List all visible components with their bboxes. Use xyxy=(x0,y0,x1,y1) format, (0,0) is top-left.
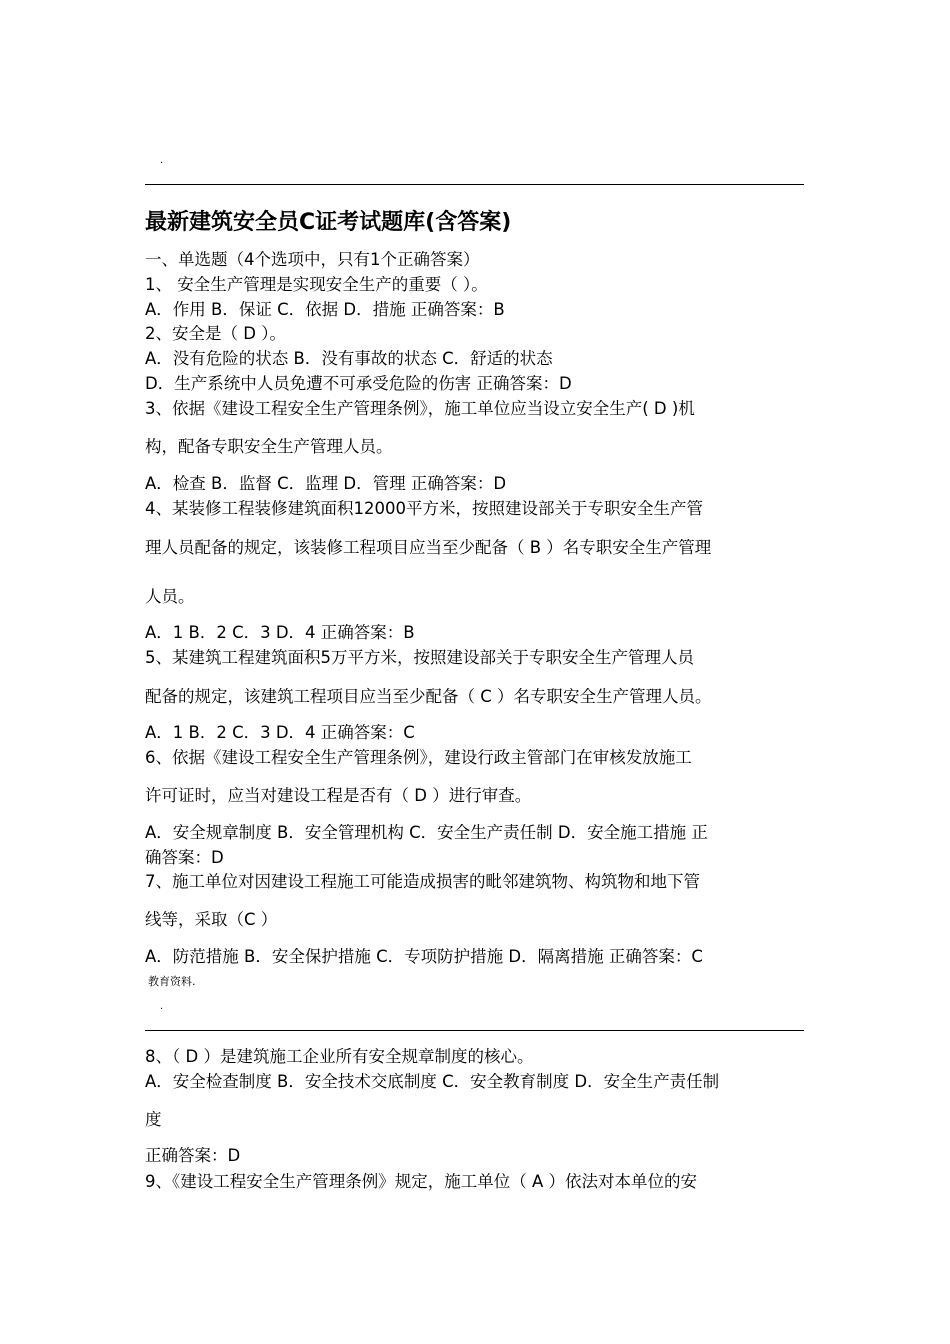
section-title: 一、单选题（4个选项中，只有1个正确答案） xyxy=(145,250,480,269)
options-line: 确答案：D xyxy=(145,848,224,867)
question-line: 2、安全是（ D ）。 xyxy=(145,324,286,343)
header-dot: . xyxy=(160,155,164,166)
options-line: A．1 B．2 C．3 D．4 正确答案：C xyxy=(145,723,415,742)
question-line: 理人员配备的规定，该装修工程项目应当至少配备（ B ）名专职安全生产管理 xyxy=(145,538,712,557)
question-line: 人员。 xyxy=(145,587,195,606)
options-line: A．安全规章制度 B．安全管理机构 C．安全生产责任制 D．安全施工措施 正 xyxy=(145,823,708,842)
footer-note: 教育资料. xyxy=(148,975,196,988)
options-line: D．生产系统中人员免遭不可承受危险的伤害 正确答案：D xyxy=(145,374,572,393)
question-line: 7、施工单位对因建设工程施工可能造成损害的毗邻建筑物、构筑物和地下管 xyxy=(145,872,700,891)
options-line: A．没有危险的状态 B．没有事故的状态 C．舒适的状态 xyxy=(145,349,553,368)
options-line: A．1 B．2 C．3 D．4 正确答案：B xyxy=(145,623,415,642)
question-line: 1、 安全生产管理是实现安全生产的重要（ ）。 xyxy=(145,275,488,294)
question-line: 5、某建筑工程建筑面积5万平方米，按照建设部关于专职安全生产管理人员 xyxy=(145,648,694,667)
question-line: 线等，采取（C ） xyxy=(145,910,278,929)
question-line: 构，配备专职安全生产管理人员。 xyxy=(145,437,393,456)
question-line: 9、《建设工程安全生产管理条例》规定，施工单位（ A ）依法对本单位的安 xyxy=(145,1172,698,1191)
question-line: 许可证时，应当对建设工程是否有（ D ）进行审查。 xyxy=(145,786,532,805)
options-line: A．安全检查制度 B．安全技术交底制度 C．安全教育制度 D．安全生产责任制 xyxy=(145,1072,720,1091)
answer-line: 正确答案：D xyxy=(145,1146,241,1165)
question-line: 3、依据《建设工程安全生产管理条例》，施工单位应当设立安全生产( D )机 xyxy=(145,399,695,418)
document-title: 最新建筑安全员C证考试题库(含答案) xyxy=(145,210,512,235)
question-line: 6、依据《建设工程安全生产管理条例》，建设行政主管部门在审核发放施工 xyxy=(145,748,692,767)
header-rule xyxy=(145,184,804,185)
options-line: A．作用 B．保证 C．依据 D．措施 正确答案：B xyxy=(145,300,505,319)
footer-dot: . xyxy=(160,1001,164,1012)
question-line: 4、某装修工程装修建筑面积12000平方米，按照建设部关于专职安全生产管 xyxy=(145,499,703,518)
question-line: 配备的规定，该建筑工程项目应当至少配备（ C ）名专职安全生产管理人员。 xyxy=(145,687,712,706)
page-break-rule xyxy=(145,1030,804,1031)
options-line: 度 xyxy=(145,1110,162,1129)
question-line: 8、（ D ）是建筑施工企业所有安全规章制度的核心。 xyxy=(145,1047,534,1066)
options-line: A．防范措施 B．安全保护措施 C．专项防护措施 D．隔离措施 正确答案：C xyxy=(145,947,703,966)
options-line: A．检查 B．监督 C．监理 D．管理 正确答案：D xyxy=(145,474,507,493)
